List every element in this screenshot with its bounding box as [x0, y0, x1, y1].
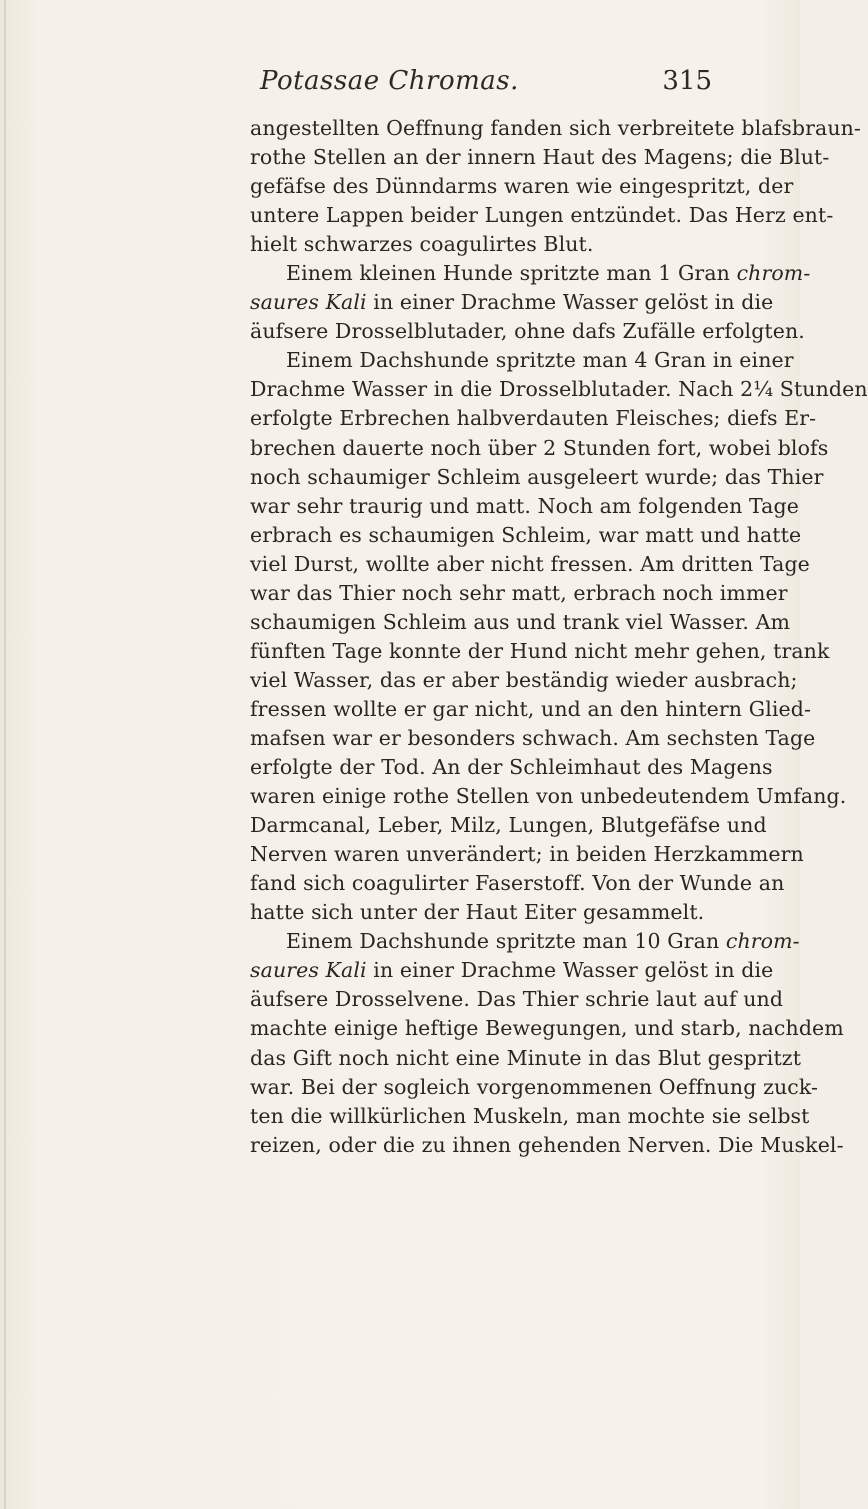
- text-line: hielt schwarzes coagulirtes Blut.: [250, 232, 594, 257]
- text-line: war sehr traurig und matt. Noch am folgenden Tage: [250, 493, 799, 518]
- page-number: 315: [662, 66, 712, 96]
- text-line: reizen, oder die zu ihnen gehenden Nerven. Die Muskel-: [250, 1132, 844, 1157]
- text-line: äufsere Drosselblutader, ohne dafs Zufälle erfolgten.: [250, 319, 805, 344]
- text-line: Darmcanal, Leber, Milz, Lungen, Blutgefäfse und: [250, 813, 767, 838]
- italic-term: chrom-: [725, 929, 800, 954]
- text-line: [250, 927, 800, 956]
- italic-term: saures Kali: [250, 958, 367, 983]
- text-line: war. Bei der sogleich vorgenommenen Oeffnung zuck-: [250, 1074, 819, 1099]
- text-line: das Gift noch nicht eine Minute in das Blut gespritzt: [250, 1045, 802, 1070]
- text-line: mafsen war er besonders schwach. Am sechsten Tage: [250, 725, 816, 750]
- line-segment: Einem kleinen Hunde spritzte man 1 Gran: [286, 261, 737, 286]
- italic-term: chrom-: [736, 261, 811, 286]
- text-line: ten die willkürlichen Muskeln, man mochte sie selbst: [250, 1103, 810, 1128]
- text-line: untere Lappen beider Lungen entzündet. Das Herz ent-: [250, 203, 834, 228]
- body-text: [250, 114, 868, 1160]
- text-line: rothe Stellen an der innern Haut des Magens; die Blut-: [250, 145, 830, 170]
- text-line: Drachme Wasser in die Drosselblutader. Nach 2¼ Stunden: [250, 377, 868, 402]
- text-line: äufsere Drosselvene. Das Thier schrie laut auf und: [250, 987, 784, 1012]
- text-line: fand sich coagulirter Faserstoff. Von der Wunde an: [250, 871, 785, 896]
- text-line: erfolgte der Tod. An der Schleimhaut des Magens: [250, 755, 773, 780]
- text-line: erbrach es schaumigen Schleim, war matt und hatte: [250, 522, 802, 547]
- text-line: waren einige rothe Stellen von unbedeutendem Umfang.: [250, 784, 847, 809]
- text-line: [250, 956, 774, 985]
- text-line: machte einige heftige Bewegungen, und starb, nachdem: [250, 1016, 844, 1041]
- text-line: war das Thier noch sehr matt, erbrach noch immer: [250, 580, 788, 605]
- text-line: Nerven waren unverändert; in beiden Herzkammern: [250, 842, 804, 867]
- text-line: brechen dauerte noch über 2 Stunden fort, wobei blofs: [250, 435, 829, 460]
- text-line: viel Wasser, das er aber beständig wieder ausbrach;: [250, 667, 798, 692]
- text-line: angestellten Oeffnung fanden sich verbreitete blafsbraun-: [250, 116, 861, 140]
- italic-term: saures Kali: [250, 290, 367, 315]
- text-line: [250, 288, 774, 317]
- page-edge: [4, 0, 6, 1509]
- text-line: schaumigen Schleim aus und trank viel Wasser. Am: [250, 609, 791, 634]
- line-segment: Einem Dachshunde spritzte man 10 Gran: [286, 929, 726, 954]
- running-header: [250, 66, 720, 102]
- text-line: Einem Dachshunde spritzte man 4 Gran in einer: [286, 348, 794, 373]
- text-line: fressen wollte er gar nicht, und an den hintern Glied-: [250, 696, 812, 721]
- text-line: fünften Tage konnte der Hund nicht mehr gehen, trank: [250, 638, 830, 663]
- text-line: noch schaumiger Schleim ausgeleert wurde; das Thier: [250, 464, 824, 489]
- text-line: gefäfse des Dünndarms waren wie eingespritzt, der: [250, 174, 794, 199]
- line-segment: in einer Drachme Wasser gelöst in die: [366, 290, 774, 315]
- text-line: hatte sich unter der Haut Eiter gesammelt.: [250, 900, 705, 925]
- text-line: viel Durst, wollte aber nicht fressen. Am dritten Tage: [250, 551, 810, 576]
- text-line: [250, 259, 811, 288]
- running-title: Potassae Chromas.: [260, 66, 519, 96]
- line-segment: in einer Drachme Wasser gelöst in die: [366, 958, 774, 983]
- text-line: erfolgte Erbrechen halbverdauten Fleisches; diefs Er-: [250, 406, 817, 431]
